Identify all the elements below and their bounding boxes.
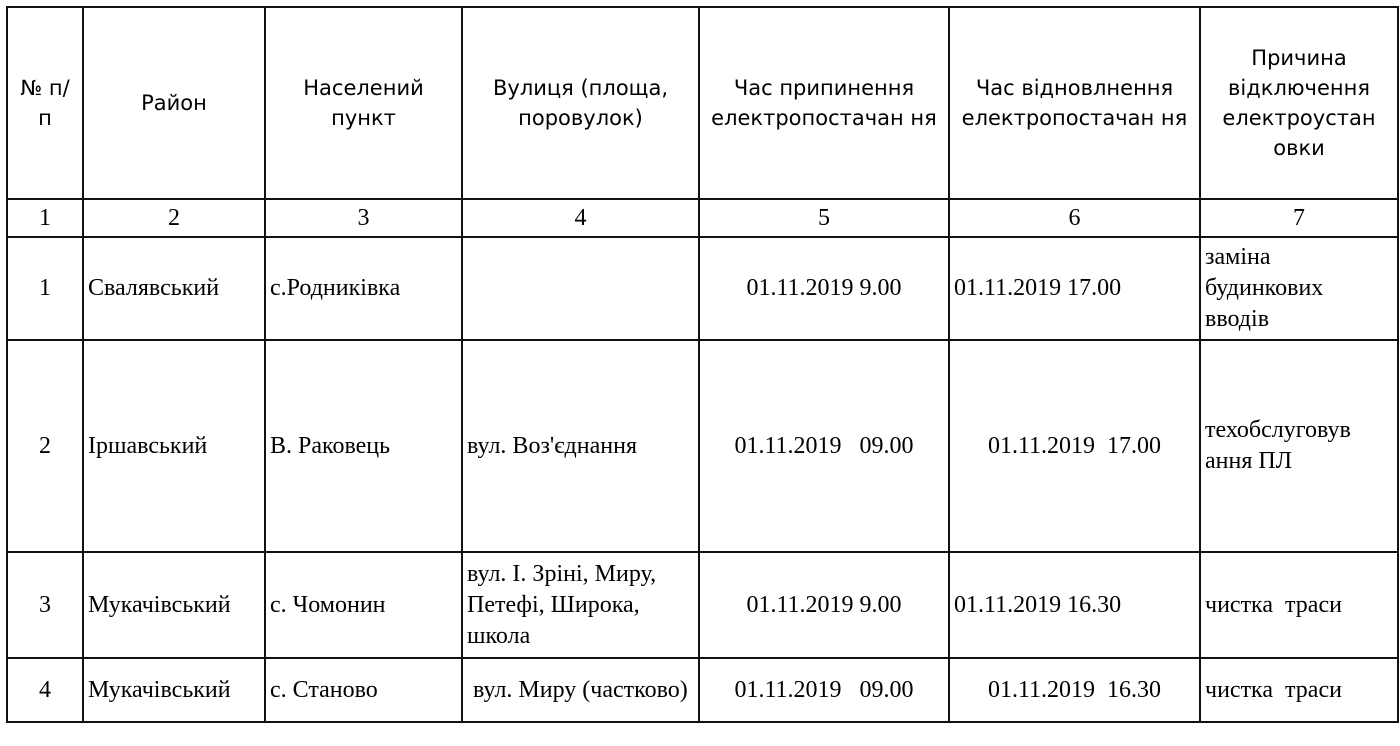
column-number-row [7,199,1398,237]
column-number: 3 [265,199,462,237]
settlement-cell: В. Раковець [265,340,462,552]
district-cell: Іршавський [83,340,265,552]
district-cell: Мукачівський [83,658,265,722]
settlement-cell: с. Станово [265,658,462,722]
outage-schedule-table [6,6,1399,723]
column-number: 6 [949,199,1200,237]
settlement-cell: с. Чомонин [265,552,462,658]
street-cell: вул. Миру (частково) [462,658,699,722]
street-cell [462,237,699,340]
district-cell: Свалявський [83,237,265,340]
street-cell: вул. І. Зріні, Миру, Петефі, Широка, школа [462,552,699,658]
restore-time-cell: 01.11.2019 16.30 [949,552,1200,658]
restore-time-cell: 01.11.2019 16.30 [949,658,1200,722]
header-number: № п/п [7,7,83,199]
table-row [7,658,1398,722]
restore-time-cell: 01.11.2019 17.00 [949,340,1200,552]
column-number: 4 [462,199,699,237]
reason-cell: техобслуговув ання ПЛ [1200,340,1398,552]
header-settlement: Населений пункт [265,7,462,199]
reason-cell: чистка траси [1200,552,1398,658]
reason-cell: заміна будинкових вводів [1200,237,1398,340]
header-row [7,7,1398,199]
stop-time-cell: 01.11.2019 9.00 [699,237,949,340]
table-row [7,340,1398,552]
header-reason: Причина відключення електроустан овки [1200,7,1398,199]
table-row [7,552,1398,658]
column-number: 5 [699,199,949,237]
reason-cell: чистка траси [1200,658,1398,722]
row-number: 2 [7,340,83,552]
header-restore-time: Час відновлнення електропостачан ня [949,7,1200,199]
restore-time-cell: 01.11.2019 17.00 [949,237,1200,340]
stop-time-cell: 01.11.2019 9.00 [699,552,949,658]
stop-time-cell: 01.11.2019 09.00 [699,340,949,552]
table-row [7,237,1398,340]
column-number: 1 [7,199,83,237]
settlement-cell: с.Родниківка [265,237,462,340]
header-district: Район [83,7,265,199]
row-number: 1 [7,237,83,340]
column-number: 7 [1200,199,1398,237]
street-cell: вул. Воз'єднання [462,340,699,552]
header-street: Вулиця (площа, поровулок) [462,7,699,199]
district-cell: Мукачівський [83,552,265,658]
row-number: 4 [7,658,83,722]
header-stop-time: Час припинення електропостачан ня [699,7,949,199]
row-number: 3 [7,552,83,658]
column-number: 2 [83,199,265,237]
stop-time-cell: 01.11.2019 09.00 [699,658,949,722]
